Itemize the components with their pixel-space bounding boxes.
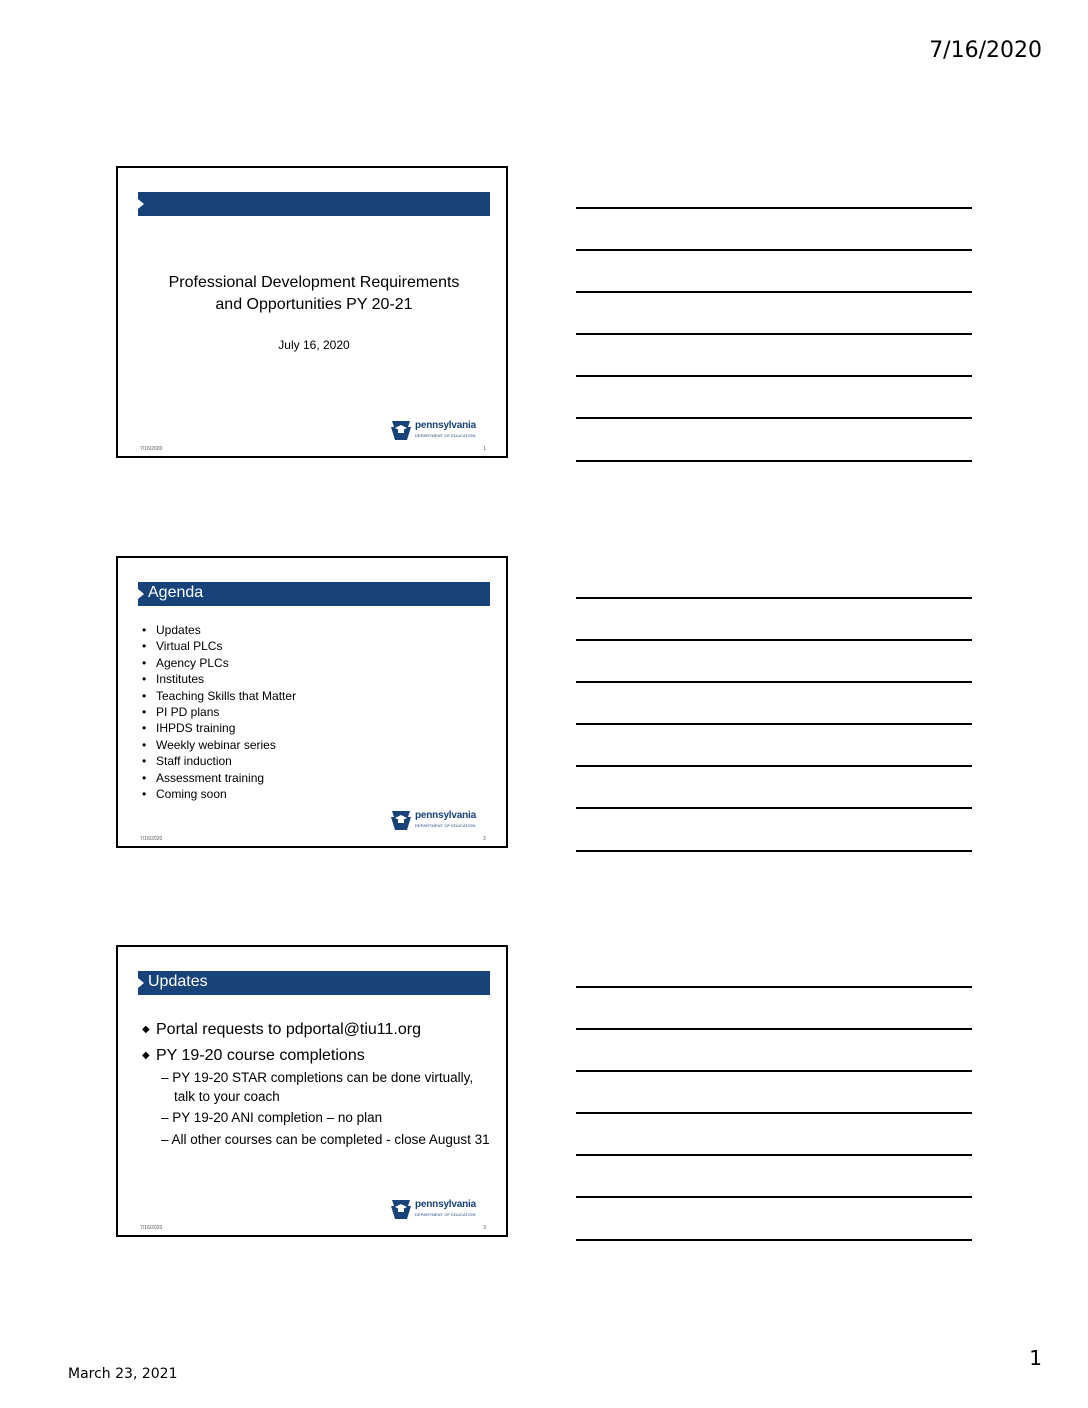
logo-subtitle: DEPARTMENT OF EDUCATION	[415, 823, 476, 828]
slide-title-line-2: and Opportunities PY 20-21	[215, 296, 413, 313]
slide-number: 2	[483, 836, 486, 842]
note-line	[576, 850, 972, 852]
page-header-date: 7/16/2020	[929, 38, 1042, 63]
note-line	[576, 1112, 972, 1114]
list-item: • Coming soon	[140, 786, 296, 802]
note-line	[576, 1239, 972, 1241]
note-line	[576, 1028, 972, 1030]
note-line	[576, 765, 972, 767]
keystone-logo-icon	[390, 419, 412, 441]
slide-title-line-1: Professional Development Requirements	[168, 274, 460, 291]
note-line	[576, 460, 972, 462]
triangle-arrow-icon	[138, 589, 144, 599]
slide-footer-date: 7/16/2020	[140, 836, 163, 842]
pa-education-logo	[390, 1197, 492, 1223]
sub-list-item: – All other courses can be completed - close August 31	[161, 1131, 490, 1147]
list-item: • PI PD plans	[140, 704, 296, 720]
triangle-arrow-icon	[138, 978, 144, 988]
note-line	[576, 1154, 972, 1156]
note-line	[576, 1070, 972, 1072]
slide-number: 1	[483, 446, 486, 452]
diamond-bullet-icon: ◆	[142, 1024, 150, 1035]
note-line	[576, 207, 972, 209]
logo-subtitle: DEPARTMENT OF EDUCATION	[415, 433, 476, 438]
list-item: • Updates	[140, 622, 296, 638]
pa-education-logo	[390, 418, 492, 444]
list-item: • Institutes	[140, 671, 296, 687]
note-line	[576, 723, 972, 725]
bullet-text: PY 19-20 course completions	[156, 1047, 365, 1064]
bullet-text: Portal requests to pdportal@tiu11.org	[156, 1021, 421, 1038]
slide-title	[138, 272, 490, 316]
note-line	[576, 1196, 972, 1198]
note-line	[576, 375, 972, 377]
logo-subtitle: DEPARTMENT OF EDUCATION	[415, 1212, 476, 1217]
note-line	[576, 333, 972, 335]
updates-list	[140, 1017, 490, 1152]
keystone-logo-icon	[390, 1198, 412, 1220]
slide-number: 3	[483, 1225, 486, 1231]
slide-bar-title: Updates	[148, 973, 208, 990]
sub-list-item: – PY 19-20 STAR completions can be done virtually, talk to your coach	[161, 1070, 474, 1104]
note-line	[576, 681, 972, 683]
list-item: • Agency PLCs	[140, 655, 296, 671]
list-item: • Virtual PLCs	[140, 638, 296, 654]
slide-title-bar	[138, 192, 490, 216]
page-footer-date: March 23, 2021	[68, 1366, 178, 1382]
note-line	[576, 639, 972, 641]
logo-name: pennsylvania	[415, 420, 476, 431]
slide-subtitle: July 16, 2020	[278, 338, 350, 352]
logo-name: pennsylvania	[415, 1199, 476, 1210]
slide-footer-date: 7/16/2020	[140, 446, 163, 452]
list-item: • Teaching Skills that Matter	[140, 688, 296, 704]
slide-bar-title: Agenda	[148, 584, 204, 601]
list-item: • Staff induction	[140, 753, 296, 769]
sub-list-item: – PY 19-20 ANI completion – no plan	[161, 1110, 383, 1125]
note-line	[576, 249, 972, 251]
agenda-list	[140, 622, 296, 802]
list-item: • IHPDS training	[140, 720, 296, 736]
note-line	[576, 291, 972, 293]
page-number: 1	[1029, 1346, 1042, 1370]
list-item	[140, 1017, 490, 1043]
note-line	[576, 807, 972, 809]
triangle-arrow-icon	[138, 199, 144, 209]
slide-footer-date: 7/16/2020	[140, 1225, 163, 1231]
note-line	[576, 417, 972, 419]
keystone-logo-icon	[390, 809, 412, 831]
note-line	[576, 986, 972, 988]
logo-name: pennsylvania	[415, 810, 476, 821]
list-item	[140, 1043, 490, 1069]
slide-1	[116, 166, 508, 458]
note-line	[576, 597, 972, 599]
slide-2	[116, 556, 508, 848]
diamond-bullet-icon: ◆	[142, 1050, 150, 1061]
list-item: • Weekly webinar series	[140, 737, 296, 753]
list-item: • Assessment training	[140, 770, 296, 786]
pa-education-logo	[390, 808, 492, 834]
slide-3	[116, 945, 508, 1237]
